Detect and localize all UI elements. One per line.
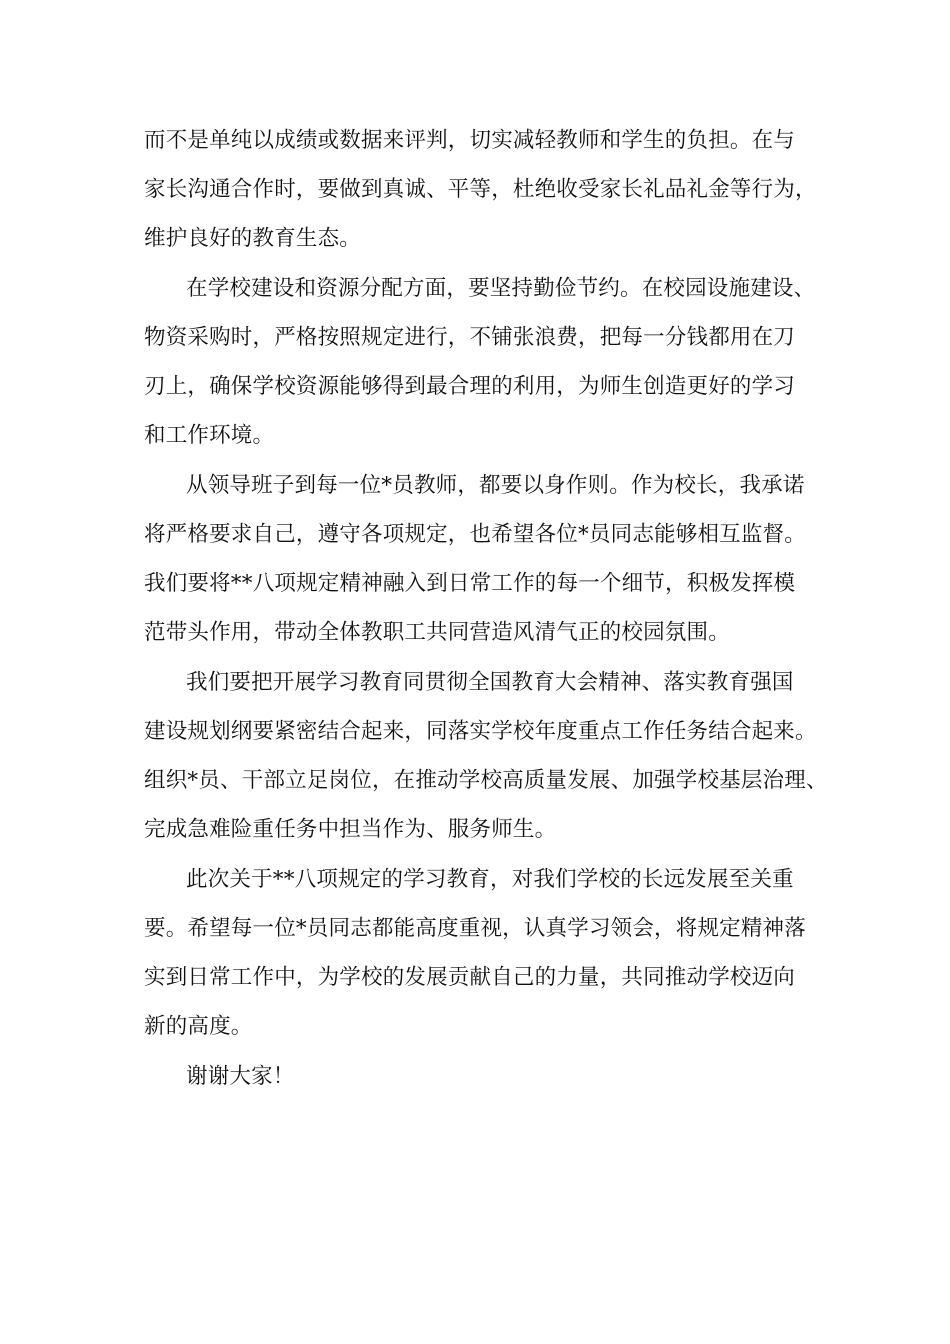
text-line: 范带头作用，带动全体教职工共同营造风清气正的校园氛围。 [144,620,730,645]
text-line: 我们要将**八项规定精神融入到日常工作的每一个细节，积极发挥模 [144,571,796,596]
text-line: 而不是单纯以成绩或数据来评判，切实减轻教师和学生的负担。在与 [144,128,796,153]
text-line: 完成急难险重任务中担当作为、服务师生。 [144,817,557,842]
text-line: 建设规划纲要紧密结合起来，同落实学校年度重点工作任务结合起来。 [144,719,817,744]
text-line: 刃上，确保学校资源能够得到最合理的利用，为师生创造更好的学习 [144,374,796,399]
closing-line: 谢谢大家！ [186,1064,295,1089]
text-line: 我们要把开展学习教育同贯彻全国教育大会精神、落实教育强国 [186,670,794,695]
text-line: 新的高度。 [144,1014,253,1039]
text-line: 组织*员、干部立足岗位，在推动学校高质量发展、加强学校基层治理、 [144,768,828,793]
text-line: 从领导班子到每一位*员教师，都要以身作则。作为校长，我承诺 [186,473,805,498]
text-line: 家长沟通合作时，要做到真诚、平等，杜绝收受家长礼品礼金等行为， [144,177,817,202]
text-line: 在学校建设和资源分配方面，要坚持勤俭节约。在校园设施建设、 [186,276,816,301]
text-line: 此次关于**八项规定的学习教育，对我们学校的长远发展至关重 [186,867,794,892]
text-line: 要。希望每一位*员同志都能高度重视，认真学习领会，将规定精神落 [144,916,806,941]
text-line: 维护良好的教育生态。 [144,226,362,251]
text-line: 和工作环境。 [144,423,275,448]
text-line: 实到日常工作中，为学校的发展贡献自己的力量，共同推动学校迈向 [144,965,796,990]
text-line: 将严格要求自己，遵守各项规定，也希望各位*员同志能够相互监督。 [144,522,806,547]
text-line: 物资采购时，严格按照规定进行，不铺张浪费，把每一分钱都用在刀 [144,325,796,350]
